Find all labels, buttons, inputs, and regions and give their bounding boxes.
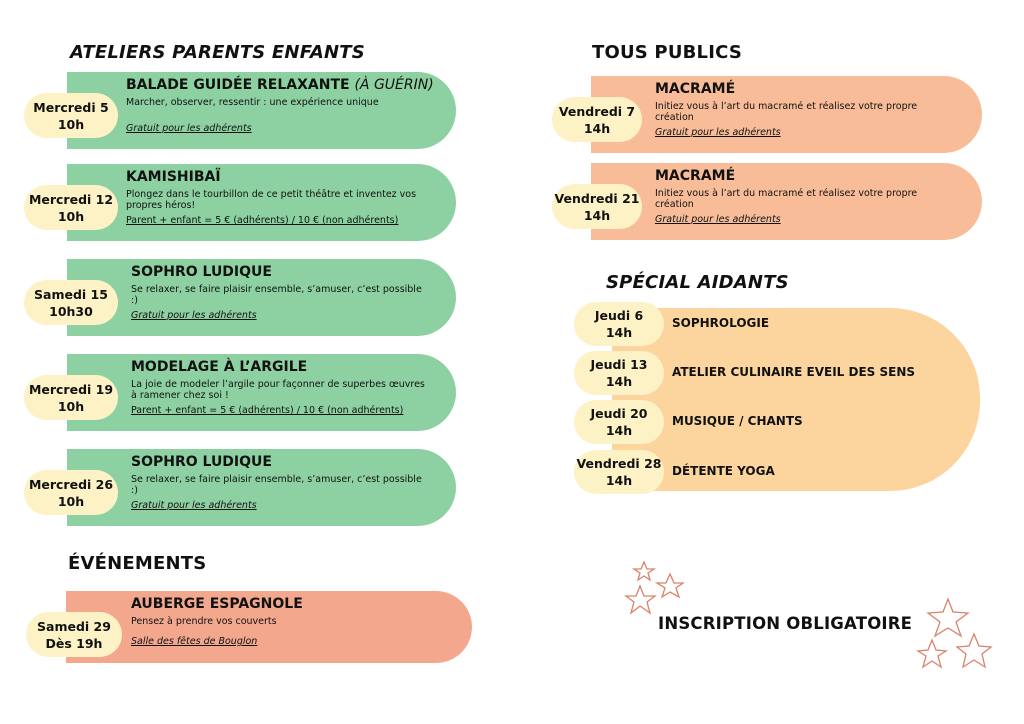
event-title — [126, 169, 221, 185]
date-day: Samedi 29 — [37, 618, 111, 634]
date-pill — [24, 185, 118, 230]
event-description: La joie de modeler l’argile pour façonner de superbes œuvres à ramener chez soi ! — [131, 379, 425, 401]
event-description: Plongez dans le tourbillon de ce petit théâtre et inventez vos propres héros! — [126, 189, 417, 211]
date-time: 14h — [605, 374, 633, 389]
date-time: 10h — [57, 208, 85, 224]
event-title-text: KAMISHIBAÏ — [126, 169, 221, 185]
event-price-note: Gratuit pour les adhérents — [655, 214, 781, 225]
aidant-activity-title: SOPHROLOGIE — [672, 316, 770, 330]
date-day: Samedi 15 — [34, 286, 108, 302]
date-day: Jeudi 20 — [590, 406, 648, 421]
date-pill — [574, 450, 664, 494]
date-time: Dès 19h — [45, 635, 103, 651]
event-price-note: Gratuit pour les adhérents — [126, 123, 252, 134]
date-day: Mercredi 5 — [33, 99, 109, 115]
event-title — [131, 454, 272, 470]
aidant-activity-title: ATELIER CULINAIRE EVEIL DES SENS — [672, 365, 916, 379]
date-time: 14h — [605, 423, 633, 438]
date-time: 14h — [605, 325, 633, 340]
date-time: 10h — [57, 493, 85, 509]
date-pill — [552, 184, 642, 229]
date-pill — [24, 280, 118, 325]
event-price-note: Gratuit pour les adhérents — [655, 127, 781, 138]
stars-decoration-right — [912, 596, 997, 678]
event-title — [655, 81, 735, 97]
event-price-note: Gratuit pour les adhérents — [131, 310, 257, 321]
event-title-text: AUBERGE ESPAGNOLE — [131, 596, 303, 612]
date-time: 10h30 — [49, 303, 93, 319]
event-description: Se relaxer, se faire plaisir ensemble, s’amuser, c’est possible :) — [131, 474, 422, 496]
event-price-note: Salle des fêtes de Bouglon — [131, 636, 258, 647]
date-pill — [24, 470, 118, 515]
event-title-text: SOPHRO LUDIQUE — [131, 454, 272, 470]
event-price-note: Parent + enfant = 5 € (adhérents) / 10 € (non adhérents) — [131, 405, 404, 416]
inscription-obligatoire: INSCRIPTION OBLIGATOIRE — [658, 614, 913, 633]
event-title — [131, 359, 307, 375]
star-icon — [634, 562, 654, 580]
date-pill — [24, 375, 118, 420]
stars-decoration-left — [620, 556, 700, 620]
date-time: 14h — [583, 120, 611, 136]
event-description: Initiez vous à l’art du macramé et réalisez votre propre création — [655, 101, 918, 123]
star-icon — [957, 634, 991, 667]
event-title — [131, 596, 303, 612]
date-day: Vendredi 28 — [576, 456, 662, 471]
date-pill — [574, 400, 664, 444]
event-title — [131, 264, 272, 280]
heading-evenements: ÉVÉNEMENTS — [68, 553, 207, 574]
date-time: 10h — [57, 398, 85, 414]
event-subtitle: (À GUÉRIN) — [354, 77, 434, 93]
date-pill — [574, 351, 664, 395]
event-price-note: Parent + enfant = 5 € (adhérents) / 10 € (non adhérents) — [126, 215, 399, 226]
star-icon — [657, 574, 683, 597]
event-title — [126, 77, 434, 93]
date-day: Mercredi 19 — [28, 381, 114, 397]
date-day: Jeudi 13 — [590, 357, 648, 372]
heading-tous-publics: TOUS PUBLICS — [592, 42, 743, 63]
date-pill — [26, 612, 122, 657]
star-icon — [918, 640, 946, 667]
date-time: 10h — [57, 116, 85, 132]
event-price-note: Gratuit pour les adhérents — [131, 500, 257, 511]
event-description: Se relaxer, se faire plaisir ensemble, s’amuser, c’est possible :) — [131, 284, 422, 306]
heading-ateliers-parents-enfants: ATELIERS PARENTS ENFANTS — [70, 42, 365, 63]
date-pill — [574, 302, 664, 346]
date-pill — [24, 93, 118, 138]
date-day: Vendredi 7 — [558, 103, 636, 119]
event-description: Initiez vous à l’art du macramé et réalisez votre propre création — [655, 188, 918, 210]
star-icon — [626, 586, 655, 613]
event-description: Marcher, observer, ressentir : une expérience unique — [126, 97, 379, 108]
event-title-text: MACRAMÉ — [655, 168, 736, 184]
special-aidants-box — [612, 308, 980, 491]
event-title-text: SOPHRO LUDIQUE — [131, 264, 272, 280]
event-title — [655, 168, 735, 184]
date-time: 14h — [605, 473, 633, 488]
heading-special-aidants: SPÉCIAL AIDANTS — [606, 272, 789, 293]
date-day: Vendredi 21 — [554, 190, 640, 206]
event-title-text: MACRAMÉ — [655, 81, 736, 97]
date-pill — [552, 97, 642, 142]
star-icon — [928, 599, 968, 636]
aidant-activity-title: MUSIQUE / CHANTS — [672, 414, 803, 428]
aidant-activity-title: DÉTENTE YOGA — [672, 464, 775, 478]
event-title-text: MODELAGE À L’ARGILE — [131, 359, 308, 375]
date-time: 14h — [583, 207, 611, 223]
event-title-text: BALADE GUIDÉE RELAXANTE — [126, 77, 350, 93]
date-day: Jeudi 6 — [594, 308, 644, 323]
date-day: Mercredi 12 — [28, 191, 114, 207]
date-day: Mercredi 26 — [28, 476, 114, 492]
event-description: Pensez à prendre vos couverts — [131, 616, 277, 627]
